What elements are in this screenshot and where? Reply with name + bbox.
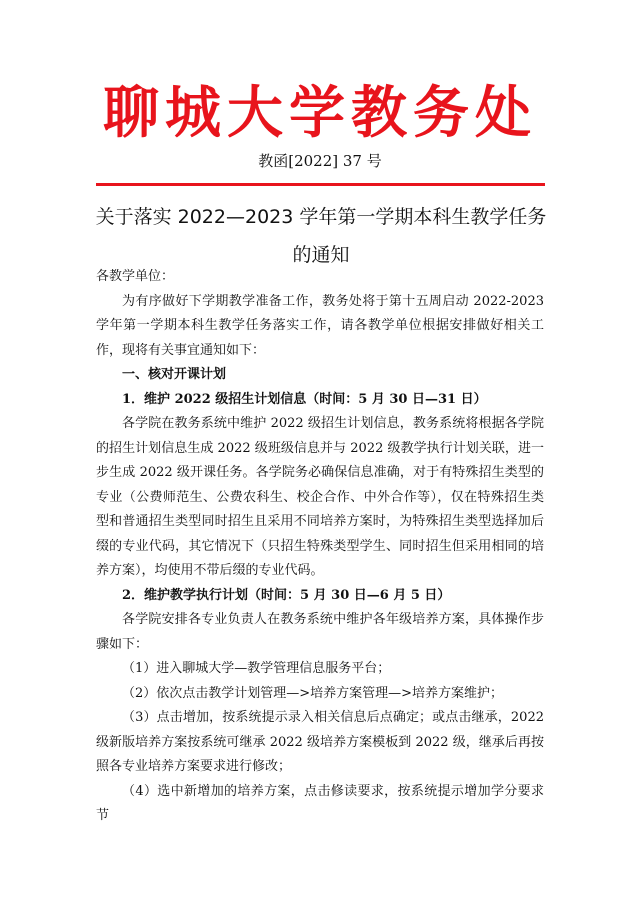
red-divider — [96, 183, 545, 186]
item-paragraph: 各学院在教务系统中维护 2022 级招生计划信息，教务系统将根据各学院的招生计划信息生成 2022 级班级信息并与 2022 级教学执行计划关联，进一步生成 2022 级开课任务。各学院务必确保信息准确，对于有特殊招生类型的专业（公费师范生、公费农科生、校企合作、中外合作等），仅在特殊招生类型和普通招生类型同时招生且采用不同培养方案时，为特殊招生类型选择加后缀的专业代码，其它情况下（只招生特殊类型学生、同时招生但采用相同的培养方案），均使用不带后缀的专业代码。 — [96, 416, 544, 578]
item-heading: 2．维护教学执行计划（时间：5 月 30 日—6 月 5 日） — [122, 587, 451, 603]
salutation: 各教学单位： — [96, 269, 175, 284]
item-heading: 1．维护 2022 级招生计划信息（时间：5 月 30 日—31 日） — [122, 391, 487, 407]
intro-paragraph: 为有序做好下学期教学准备工作，教务处将于第十五周启动 2022-2023 学年第一学期本科生教学任务落实工作，请各教学单位根据安排做好相关工作，现将有关事宜通知如下： — [96, 293, 544, 358]
notice-title — [86, 198, 556, 274]
doc-number: 教函[2022] 37 号 — [258, 152, 382, 170]
step-item: （3）点击增加，按系统提示录入相关信息后点确定；或点击继承，2022 级新版培养方案按系统可继承 2022 级培养方案模板到 2022 级，继承后再按照各专业培养方案要求进行修改； — [96, 710, 544, 774]
step-item: （4）选中新增加的培养方案，点击修读要求，按系统提示增加学分要求节 — [96, 783, 544, 823]
org-title: 聊城大学教务处 — [103, 80, 537, 146]
item-paragraph: 各学院安排各专业负责人在教务系统中维护各年级培养方案，具体操作步骤如下： — [96, 612, 544, 652]
notice-title-line2: 的通知 — [292, 244, 350, 266]
step-item: （1）进入聊城大学—教学管理信息服务平台； — [122, 661, 391, 676]
step-item: （2）依次点击教学计划管理—>培养方案管理—>培养方案维护； — [122, 685, 504, 701]
notice-body — [96, 265, 544, 829]
notice-title-line1: 关于落实 2022—2023 学年第一学期本科生教学任务 — [95, 206, 547, 228]
section-heading: 一、核对开课计划 — [122, 367, 227, 382]
